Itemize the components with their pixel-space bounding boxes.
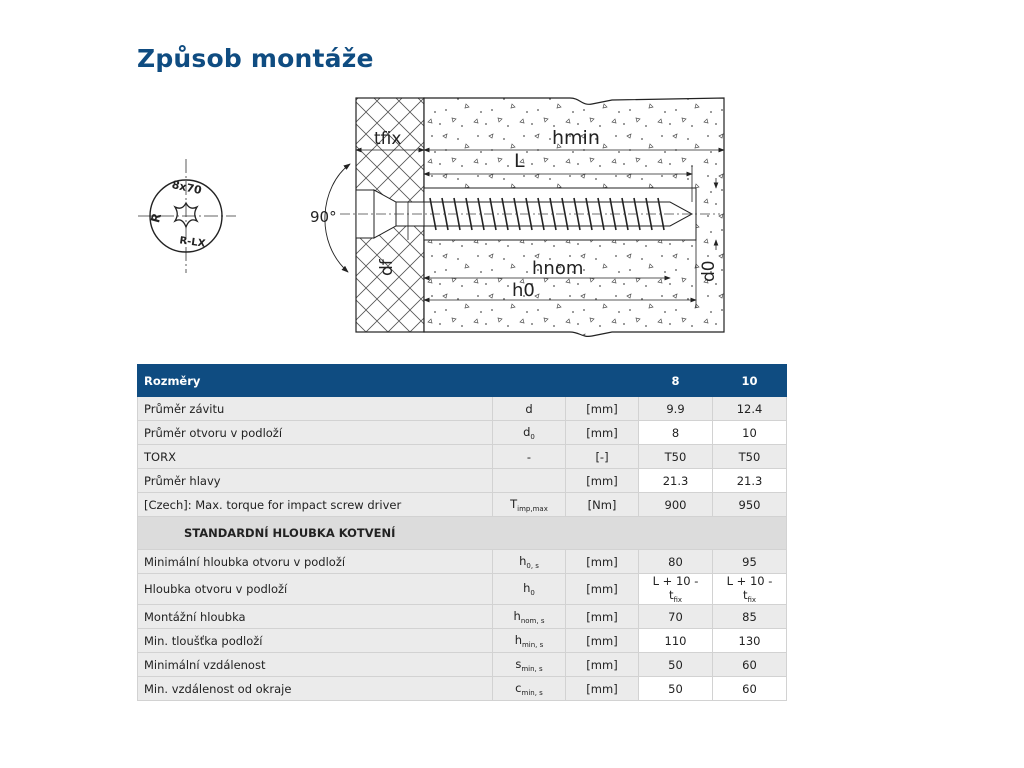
symbol-subscript: 0 — [530, 432, 535, 441]
row-label: Min. vzdálenost od okraje — [138, 677, 493, 701]
page-title: Způsob montáže — [137, 44, 374, 73]
value-text: 50 — [668, 681, 683, 696]
row-unit: [mm] — [566, 550, 639, 574]
label-tfix: tfix — [374, 129, 402, 149]
symbol-subscript: imp,max — [517, 504, 548, 513]
value-text: L + 10 - t — [726, 574, 773, 602]
symbol-text: h — [513, 608, 521, 623]
value-text: L + 10 - t — [652, 574, 699, 602]
value-subscript: fix — [673, 596, 683, 604]
label-hmin: hmin — [552, 127, 600, 149]
table-row — [138, 397, 787, 421]
value-text: 950 — [738, 497, 761, 512]
row-unit: [mm] — [566, 677, 639, 701]
value-size-8 — [639, 605, 713, 629]
row-symbol — [493, 397, 566, 421]
row-symbol — [493, 605, 566, 629]
row-unit: [mm] — [566, 629, 639, 653]
label-h0: h0 — [512, 280, 535, 301]
value-size-10 — [713, 445, 787, 469]
row-symbol — [493, 421, 566, 445]
row-label: Hloubka otvoru v podloží — [138, 574, 493, 605]
spec-table — [137, 364, 787, 701]
symbol-subscript: min, s — [521, 640, 544, 649]
row-unit: [mm] — [566, 653, 639, 677]
header-label: Rozměry — [138, 365, 639, 397]
header-size-8: 8 — [639, 365, 713, 397]
row-label: Minimální vzdálenost — [138, 653, 493, 677]
row-label: Průměr otvoru v podloží — [138, 421, 493, 445]
value-text: 130 — [738, 633, 761, 648]
row-unit: [mm] — [566, 421, 639, 445]
value-text: 60 — [742, 657, 757, 672]
table-row — [138, 653, 787, 677]
symbol-text: d — [523, 424, 531, 439]
symbol-text: h — [519, 553, 527, 568]
table-row — [138, 550, 787, 574]
row-symbol — [493, 653, 566, 677]
head-marking-left: R — [148, 211, 165, 225]
value-text: 21.3 — [662, 473, 689, 488]
row-label: [Czech]: Max. torque for impact screw driver — [138, 493, 493, 517]
header-size-10: 10 — [713, 365, 787, 397]
table-row — [138, 445, 787, 469]
value-text: 10 — [742, 425, 757, 440]
symbol-subscript: 0, s — [526, 561, 539, 570]
value-size-10 — [713, 677, 787, 701]
label-angle: 90° — [310, 208, 337, 226]
value-text: 12.4 — [736, 401, 763, 416]
symbol-text: s — [515, 656, 522, 671]
table-row — [138, 629, 787, 653]
value-size-8 — [639, 493, 713, 517]
row-symbol — [493, 629, 566, 653]
row-symbol — [493, 469, 566, 493]
value-subscript: fix — [747, 596, 757, 604]
label-df: df — [377, 259, 397, 276]
value-size-10 — [713, 421, 787, 445]
value-size-8 — [639, 397, 713, 421]
symbol-subscript: 0 — [530, 589, 535, 597]
value-size-8 — [639, 421, 713, 445]
value-text: 80 — [668, 554, 683, 569]
row-unit: [mm] — [566, 574, 639, 605]
row-label: Průměr závitu — [138, 397, 493, 421]
value-size-10 — [713, 653, 787, 677]
value-size-8 — [639, 629, 713, 653]
symbol-text: c — [515, 680, 522, 695]
symbol-text: h — [523, 581, 531, 595]
value-size-10 — [713, 574, 787, 605]
value-size-8 — [639, 677, 713, 701]
value-text: 95 — [742, 554, 757, 569]
value-size-10 — [713, 605, 787, 629]
value-text: 21.3 — [736, 473, 763, 488]
row-symbol — [493, 493, 566, 517]
table-row — [138, 469, 787, 493]
table-row — [138, 605, 787, 629]
symbol-subscript: min, s — [521, 688, 543, 697]
label-d0: d0 — [699, 260, 719, 282]
value-text: 9.9 — [666, 401, 685, 416]
value-size-8 — [639, 550, 713, 574]
symbol-text: d — [525, 401, 533, 416]
value-text: 8 — [671, 425, 680, 440]
value-size-8 — [639, 469, 713, 493]
row-label: TORX — [138, 445, 493, 469]
row-label: Montážní hloubka — [138, 605, 493, 629]
value-text: 85 — [742, 609, 757, 624]
section-title: STANDARDNÍ HLOUBKA KOTVENÍ — [138, 517, 787, 550]
table-header-row — [138, 365, 787, 397]
symbol-subscript: min, s — [521, 664, 543, 673]
value-size-8 — [639, 574, 713, 605]
table-row — [138, 421, 787, 445]
row-unit: [mm] — [566, 397, 639, 421]
row-unit: [mm] — [566, 469, 639, 493]
symbol-text: T — [510, 496, 518, 511]
value-text: T50 — [664, 449, 687, 464]
row-label: Minimální hloubka otvoru v podloží — [138, 550, 493, 574]
label-L: L — [514, 150, 525, 172]
value-text: 50 — [668, 657, 683, 672]
head-marking-bottom: R-LX — [178, 235, 206, 250]
table-row — [138, 574, 787, 605]
table-row — [138, 677, 787, 701]
value-size-8 — [639, 445, 713, 469]
table-row — [138, 493, 787, 517]
value-text: T50 — [738, 449, 761, 464]
value-text: 110 — [664, 633, 687, 648]
section-row — [138, 517, 787, 550]
installation-drawing — [300, 90, 740, 342]
row-symbol — [493, 550, 566, 574]
head-marking-top: 8x70 — [170, 178, 203, 198]
row-unit: [-] — [566, 445, 639, 469]
value-text: 900 — [664, 497, 687, 512]
row-label: Průměr hlavy — [138, 469, 493, 493]
value-size-10 — [713, 469, 787, 493]
row-symbol — [493, 677, 566, 701]
value-text: 70 — [668, 609, 683, 624]
row-unit: [Nm] — [566, 493, 639, 517]
symbol-text: - — [526, 449, 532, 464]
screw-head-figure — [136, 157, 246, 275]
row-label: Min. tloušťka podloží — [138, 629, 493, 653]
value-size-10 — [713, 629, 787, 653]
value-size-10 — [713, 550, 787, 574]
symbol-text: h — [514, 632, 522, 647]
value-size-10 — [713, 493, 787, 517]
value-size-8 — [639, 653, 713, 677]
value-size-10 — [713, 397, 787, 421]
value-text: 60 — [742, 681, 757, 696]
row-unit: [mm] — [566, 605, 639, 629]
row-symbol — [493, 574, 566, 605]
label-hnom: hnom — [532, 258, 584, 279]
symbol-subscript: nom, s — [520, 616, 545, 625]
row-symbol — [493, 445, 566, 469]
